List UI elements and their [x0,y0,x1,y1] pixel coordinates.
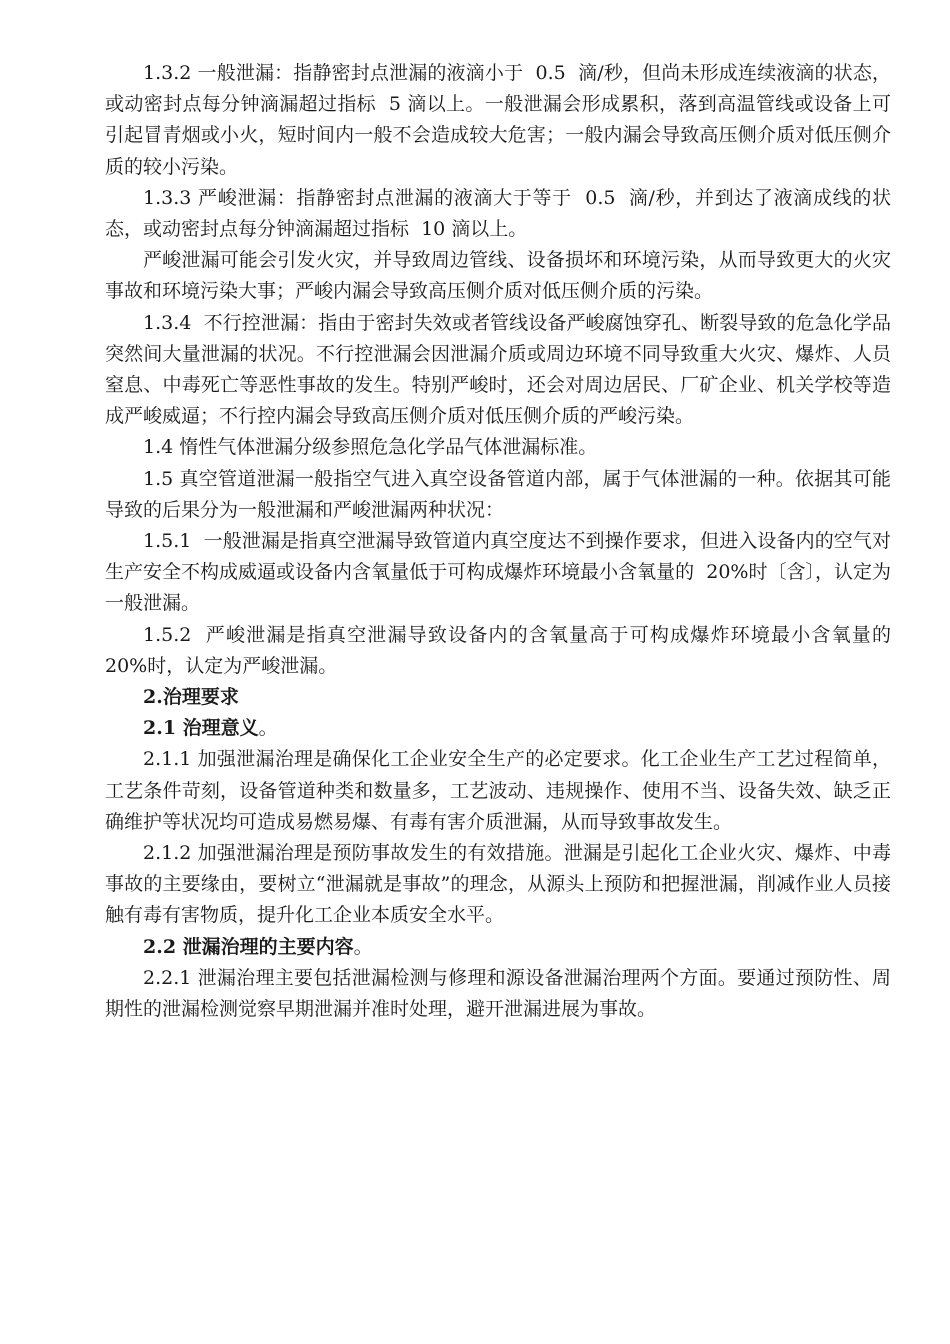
paragraph-1-3-4: 1.3.4 不行控泄漏：指由于密封失效或者管线设备严峻腐蚀穿孔、断裂导致的危急化学品突然间大量泄漏的状况。不行控泄漏会因泄漏介质或周边环境不同导致重大火灾、爆炸、人员窒息、中毒死亡等恶性事故的发生。特别严峻时，还会对周边居民、厂矿企业、机关学校等造成严峻威逼；不行控内漏会导致高压侧介质对低压侧介质的严峻污染。 [105,311,891,428]
paragraph-1-5-1: 1.5.1 一般泄漏是指真空泄漏导致管道内真空度达不到操作要求，但进入设备内的空气对生产安全不构成威逼或设备内含氧量低于可构成爆炸环境最小含氧量的 20%时〔含〕，认定为一般泄漏。 [105,530,891,615]
heading-2-2-tail: 。 [353,935,373,958]
paragraph-2-2-1: 2.2.1 泄漏治理主要包括泄漏检测与修理和源设备泄漏治理两个方面。要通过预防性、周期性的泄漏检测觉察早期泄漏并准时处理，避开泄漏进展为事故。 [105,966,891,1021]
paragraph-1-4: 1.4 惰性气体泄漏分级参照危急化学品气体泄漏标准。 [143,436,598,459]
document-page [105,58,904,1025]
paragraph-1-3-2: 1.3.2 一般泄漏：指静密封点泄漏的液滴小于 0.5 滴/秒，但尚未形成连续液滴的状态，或动密封点每分钟滴漏超过指标 5 滴以上。一般泄漏会形成累积，落到高温管线或设备上可引起冒青烟或小火，短时间内一般不会造成较大危害；一般内漏会导致高压侧介质对低压侧介质的较小污染。 [105,62,891,178]
section-heading-2: 2.治理要求 [143,686,239,709]
paragraph-2-1-2: 2.1.2 加强泄漏治理是预防事故发生的有效措施。泄漏是引起化工企业火灾、爆炸、中毒事故的主要缘由，要树立“泄漏就是事故”的理念，从源头上预防和把握泄漏，削减作业人员接触有毒有害物质，提升化工企业本质安全水平。 [105,842,891,927]
heading-2-1-tail: 。 [258,717,278,740]
paragraph-severe-leak-consequence: 严峻泄漏可能会引发火灾，并导致周边管线、设备损坏和环境污染，从而导致更大的火灾事故和环境污染大事；严峻内漏会导致高压侧介质对低压侧介质的污染。 [105,249,891,303]
paragraph-2-1-1: 2.1.1 加强泄漏治理是确保化工企业安全生产的必定要求。化工企业生产工艺过程简单，工艺条件苛刻，设备管道种类和数量多，工艺波动、违规操作、使用不当、设备失效、缺乏正确维护等状况均可造成易燃易爆、有毒有害介质泄漏，从而导致事故发生。 [105,748,891,833]
section-heading-2-2 [105,932,891,963]
heading-2-2-text: 2.2 泄漏治理的主要内容 [143,935,354,958]
paragraph-1-5: 1.5 真空管道泄漏一般指空气进入真空设备管道内部，属于气体泄漏的一种。依据其可能导致的后果分为一般泄漏和严峻泄漏两种状况： [105,467,891,521]
section-heading-2-1 [105,713,891,744]
heading-2-1-text: 2.1 治理意义 [143,717,259,740]
paragraph-1-3-3: 1.3.3 严峻泄漏：指静密封点泄漏的液滴大于等于 0.5 滴/秒，并到达了液滴成线的状态，或动密封点每分钟滴漏超过指标 10 滴以上。 [105,186,891,241]
paragraph-1-5-2: 1.5.2 严峻泄漏是指真空泄漏导致设备内的含氧量高于可构成爆炸环境最小含氧量的 20%时，认定为严峻泄漏。 [105,623,904,677]
